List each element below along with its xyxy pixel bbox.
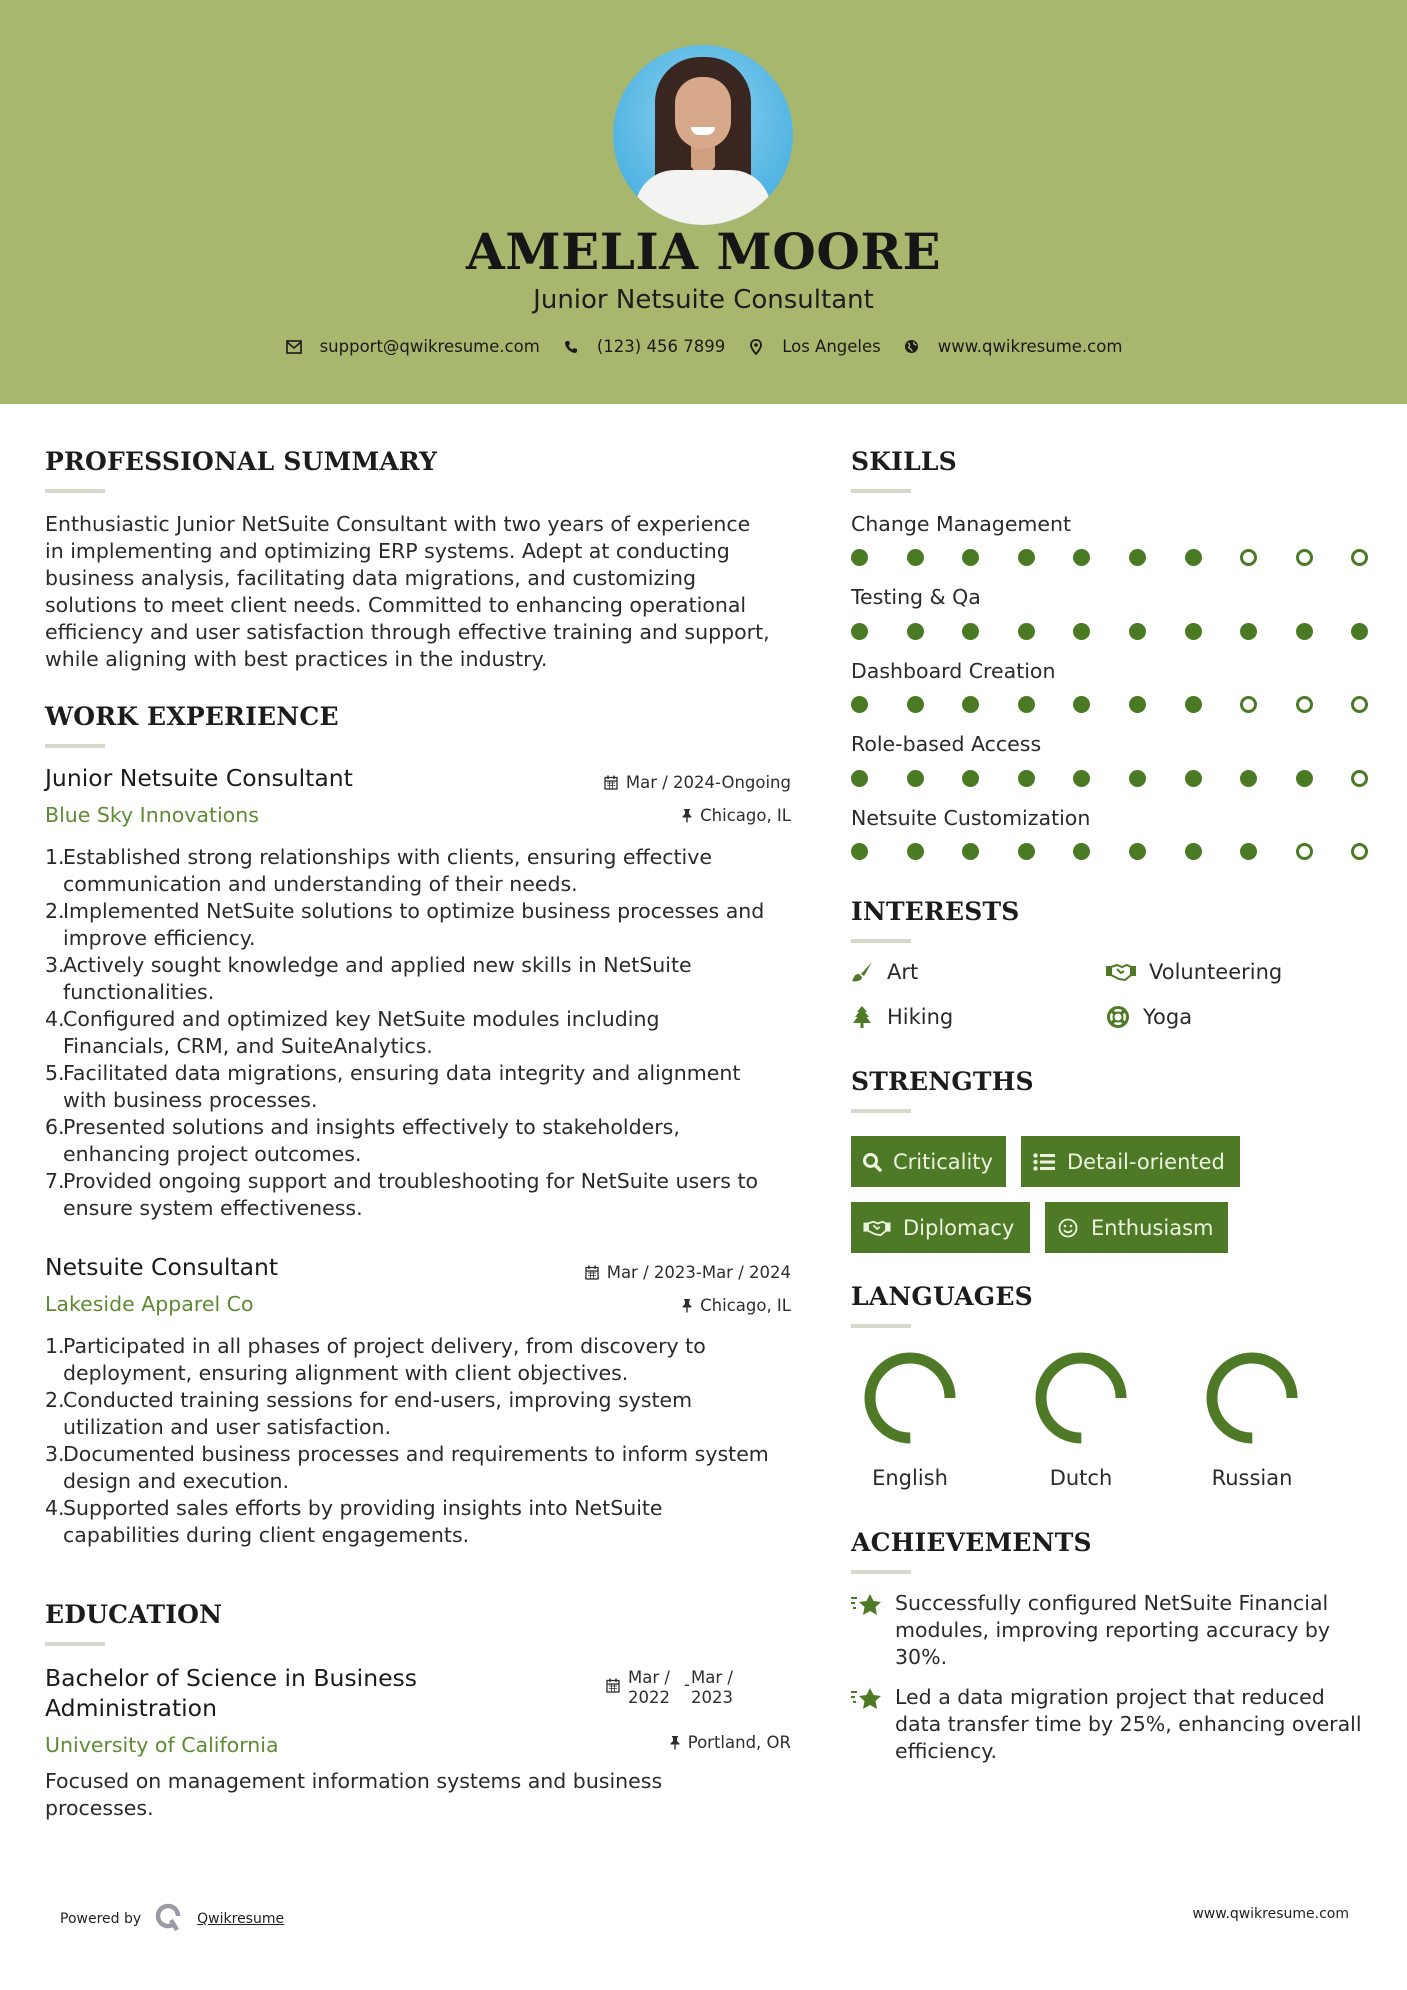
section-underline (851, 1570, 911, 1574)
section-underline (851, 1109, 911, 1113)
skill-rating (851, 843, 1407, 860)
section-underline (45, 744, 105, 748)
footer-powered-by: Powered by Qwikresume (60, 1902, 284, 1936)
job-bullets (45, 1333, 815, 1549)
candidate-title: Junior Netsuite Consultant (533, 285, 874, 315)
section-title-summary: PROFESSIONAL SUMMARY (45, 447, 438, 476)
section-underline (851, 489, 911, 493)
skill-rating (851, 696, 1407, 713)
contact-location: Los Angeles (747, 337, 881, 356)
job-dates: Mar / 2023-Mar / 2024 (540, 1263, 791, 1282)
education-description: Focused on management information systems and business processes. (45, 1769, 663, 1820)
job-bullets (45, 844, 815, 1222)
section-underline (45, 1642, 105, 1646)
section-title-skills: SKILLS (851, 447, 957, 476)
section-underline (45, 489, 105, 493)
paint-brush-icon (849, 959, 875, 985)
list-item: 7. Provided ongoing support and troubleshooting for NetSuite users to ensure system effectiveness. (45, 1169, 759, 1220)
language-item: Dutch (1021, 1352, 1141, 1490)
school-name: University of California (45, 1733, 279, 1757)
company-name: Blue Sky Innovations (45, 803, 259, 827)
language-progress-ring (1206, 1352, 1298, 1444)
company-name: Lakeside Apparel Co (45, 1292, 254, 1316)
calendar-icon (606, 1678, 620, 1708)
language-item: Russian (1192, 1352, 1312, 1490)
skill-name: Dashboard Creation (851, 659, 1056, 683)
star-icon (850, 1590, 885, 1620)
section-title-experience: WORK EXPERIENCE (45, 702, 339, 731)
contact-website[interactable]: www.qwikresume.com (903, 337, 1123, 356)
life-ring-icon (1105, 1004, 1131, 1030)
list-item: 2. Implemented NetSuite solutions to optimize business processes and improve efficiency. (45, 899, 765, 950)
job-dates: Mar / 2024-Ongoing (540, 773, 791, 792)
interest-item: Art (849, 959, 918, 985)
section-title-achievements: ACHIEVEMENTS (851, 1528, 1092, 1557)
list-item: 6. Presented solutions and insights effectively to stakeholders, enhancing project outcomes. (45, 1115, 680, 1166)
skill-rating (851, 770, 1407, 787)
list-item: 1. Participated in all phases of project delivery, from discovery to deployment, ensuring alignment with client objectives. (45, 1334, 706, 1385)
envelope-icon (285, 338, 303, 356)
strength-badge: Diplomacy (851, 1202, 1030, 1253)
map-marker-icon (747, 338, 765, 356)
handshake-icon (1105, 959, 1137, 985)
language-item: English (850, 1352, 970, 1490)
list-item: 4. Configured and optimized key NetSuite modules including Financials, CRM, and SuiteAnalytics. (45, 1007, 660, 1058)
globe-icon (903, 338, 921, 356)
degree-title: Bachelor of Science in Business Administration (45, 1664, 418, 1722)
skill-name: Netsuite Customization (851, 806, 1091, 830)
section-title-languages: LANGUAGES (851, 1282, 1033, 1311)
section-title-interests: INTERESTS (851, 897, 1020, 926)
profile-photo (613, 45, 793, 225)
list-item: 2. Conducted training sessions for end-users, improving system utilization and user satisfaction. (45, 1388, 693, 1439)
smile-icon (1056, 1216, 1080, 1240)
interest-item: Hiking (849, 1004, 953, 1030)
language-progress-ring (864, 1352, 956, 1444)
list-item: 3. Actively sought knowledge and applied new skills in NetSuite functionalities. (45, 953, 692, 1004)
job-title: Junior Netsuite Consultant (45, 764, 353, 792)
achievement-item: Successfully configured NetSuite Financial modules, improving reporting accuracy by 30%. (850, 1590, 1370, 1671)
calendar-icon (604, 775, 618, 790)
strength-badge: Criticality (851, 1136, 1006, 1187)
interest-item: Volunteering (1105, 959, 1282, 985)
interest-item: Yoga (1105, 1004, 1192, 1030)
handshake-icon (862, 1216, 892, 1240)
language-progress-ring (1035, 1352, 1127, 1444)
qwikresume-link[interactable]: Qwikresume (197, 1911, 285, 1927)
section-underline (851, 1324, 911, 1328)
skill-name: Testing & Qa (851, 585, 981, 609)
phone-icon (562, 338, 580, 356)
qwikresume-logo-icon (155, 1902, 183, 1936)
list-icon (1032, 1150, 1056, 1174)
candidate-name: AMELIA MOORE (465, 222, 942, 281)
section-title-strengths: STRENGTHS (851, 1067, 1034, 1096)
achievement-item: Led a data migration project that reduced data transfer time by 25%, enhancing overall efficiency. (850, 1684, 1370, 1765)
skill-name: Change Management (851, 512, 1072, 536)
list-item: 1. Established strong relationships with clients, ensuring effective communication and understanding of their needs. (45, 845, 712, 896)
section-title-education: EDUCATION (45, 1600, 223, 1629)
strength-badge: Enthusiasm (1045, 1202, 1228, 1253)
job-title: Netsuite Consultant (45, 1253, 279, 1281)
tree-icon (849, 1004, 875, 1030)
thumbtack-icon (670, 1735, 680, 1750)
list-item: 3. Documented business processes and requirements to inform system design and execution. (45, 1442, 769, 1493)
star-icon (850, 1684, 885, 1714)
skill-rating (851, 549, 1407, 566)
skill-rating (851, 623, 1407, 640)
contact-email[interactable]: support@qwikresume.com (285, 337, 540, 356)
job-location: Chicago, IL (540, 806, 791, 825)
calendar-icon (585, 1265, 599, 1280)
skill-name: Role-based Access (851, 732, 1042, 756)
summary-text: Enthusiastic Junior NetSuite Consultant with two years of experience in implementing and optimizing ERP systems. Adept at conducting business analysis, facilitating data migrations, and customizing solutions to meet client needs. Committed to enhancing operational efficiency and user satisfaction through effective training and support, while aligning with best practices in the industry. (45, 512, 770, 671)
resume-header (0, 0, 1407, 404)
contact-row (0, 337, 1407, 356)
thumbtack-icon (682, 808, 692, 823)
list-item: 5. Facilitated data migrations, ensuring data integrity and alignment with business processes. (45, 1061, 741, 1112)
strength-badge: Detail-oriented (1021, 1136, 1240, 1187)
contact-phone[interactable]: (123) 456 7899 (562, 337, 725, 356)
thumbtack-icon (682, 1298, 692, 1313)
job-location: Chicago, IL (540, 1296, 791, 1315)
section-underline (851, 939, 911, 943)
education-dates: Mar / 2022 - Mar / 2023 (606, 1668, 733, 1708)
footer-website-link[interactable]: www.qwikresume.com (1192, 1906, 1349, 1922)
search-icon (862, 1150, 882, 1174)
education-location: Portland, OR (540, 1733, 791, 1752)
list-item: 4. Supported sales efforts by providing insights into NetSuite capabilities during client engagements. (45, 1496, 663, 1547)
